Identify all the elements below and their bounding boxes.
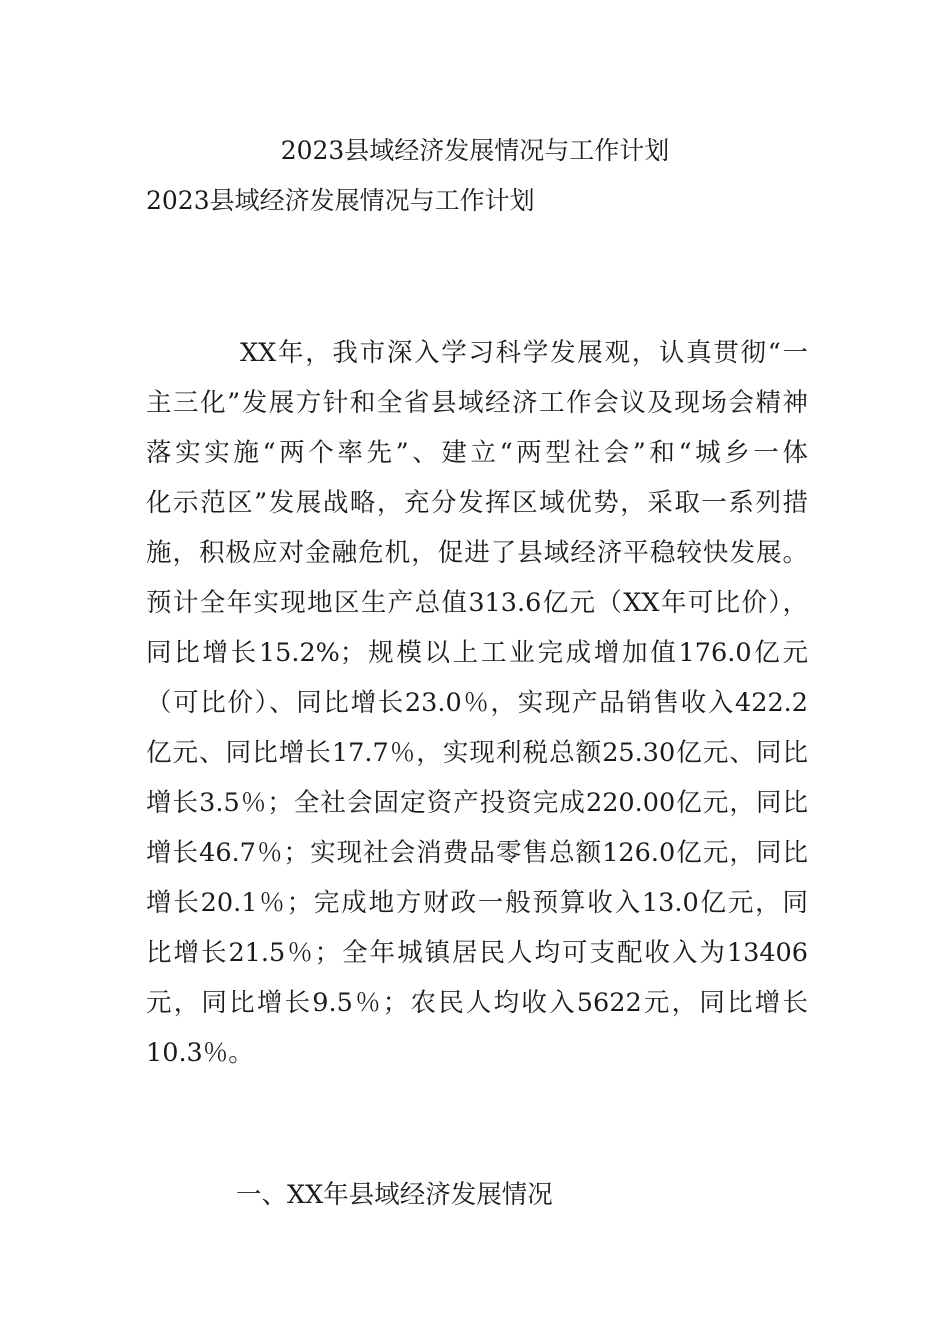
paragraph-line: 主三化”发展方针和全省县域经济工作会议及现场会精神 [146,388,808,418]
intro-paragraph [146,328,808,1078]
section-heading: 一、XX年县域经济发展情况 [236,1180,553,1210]
paragraph-line: 施，积极应对金融危机，促进了县域经济平稳较快发展。 [146,538,808,568]
document-subtitle: 2023县域经济发展情况与工作计划 [146,186,535,215]
paragraph-line: XX年，我市深入学习科学发展观，认真贯彻“一 [240,338,808,368]
paragraph-line: 10.3％。 [146,1038,254,1068]
document-title: 2023县域经济发展情况与工作计划 [280,136,670,165]
paragraph-line: 比增长21.5％；全年城镇居民人均可支配收入为13406 [146,938,808,968]
paragraph-line: 落实实施“两个率先”、建立“两型社会”和“城乡一体 [146,438,808,468]
paragraph-line: 增长20.1％；完成地方财政一般预算收入13.0亿元，同 [146,888,808,918]
paragraph-line: 增长3.5％；全社会固定资产投资完成220.00亿元，同比 [146,788,808,818]
paragraph-line: 同比增长15.2%；规模以上工业完成增加值176.0亿元 [146,638,808,668]
paragraph-line: 预计全年实现地区生产总值313.6亿元（XX年可比价）， [146,588,808,618]
paragraph-line: （可比价）、同比增长23.0％，实现产品销售收入422.2 [146,688,808,718]
paragraph-line: 增长46.7％；实现社会消费品零售总额126.0亿元，同比 [146,838,808,868]
paragraph-line: 元，同比增长9.5％；农民人均收入5622元，同比增长 [146,988,808,1018]
paragraph-line: 亿元、同比增长17.7％，实现利税总额25.30亿元、同比 [146,738,808,768]
paragraph-line: 化示范区”发展战略，充分发挥区域优势，采取一系列措 [146,488,808,518]
